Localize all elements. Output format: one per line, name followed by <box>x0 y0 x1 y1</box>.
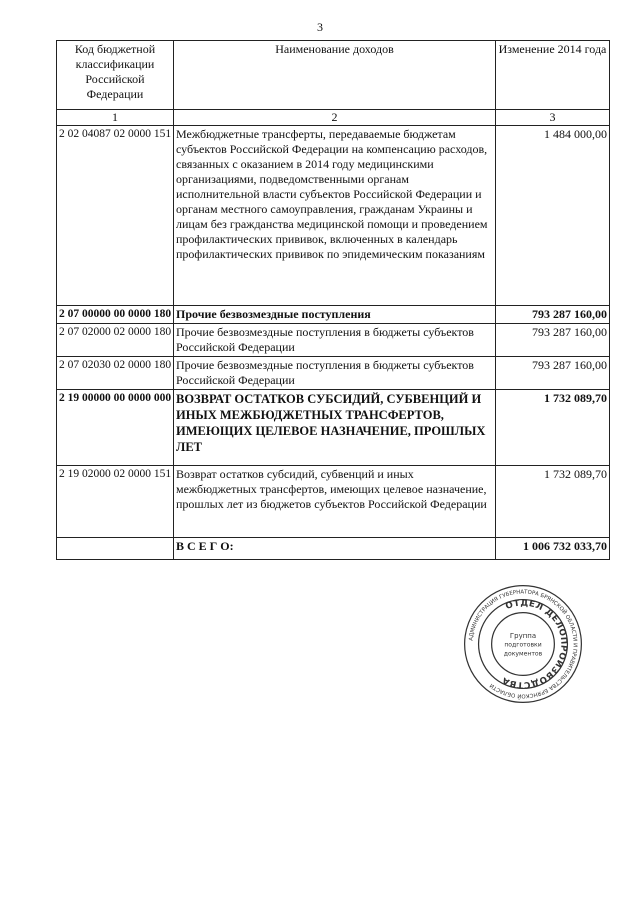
total-label: В С Е Г О: <box>174 538 496 560</box>
stamp-center-line3: документов <box>503 650 543 658</box>
row-amount: 1 484 000,00 <box>496 126 610 306</box>
row-amount: 793 287 160,00 <box>496 306 610 324</box>
row-code: 2 02 04087 02 0000 151 <box>57 126 174 306</box>
revenue-table <box>56 40 610 560</box>
row-name: Межбюджетные трансферты, передаваемые бюджетам субъектов Российской Федерации на компенсацию расходов, связанных с оказанием в 2014 году медицинскими организациями, подведомственными органам исполнительной власти субъектов Российской Федерации и органам местного самоуправления, гражданам Украины и лицам без гражданства медицинской помощи и проведением профилактических прививок, включенных в календарь профилактических прививок по эпидемическим показаниям <box>174 126 496 306</box>
stamp-middle-text: ОТДЕЛ ДЕЛОПРОИЗВОДСТВА <box>500 598 569 690</box>
row-amount: 793 287 160,00 <box>496 357 610 390</box>
table-row <box>57 126 610 306</box>
total-row <box>57 538 610 560</box>
stamp-center-line2: подготовки <box>504 641 542 649</box>
column-number: 3 <box>496 110 610 126</box>
row-code: 2 07 02000 02 0000 180 <box>57 324 174 357</box>
row-code: 2 07 02030 02 0000 180 <box>57 357 174 390</box>
row-name: Прочие безвозмездные поступления <box>174 306 496 324</box>
row-code: 2 19 00000 00 0000 000 <box>57 390 174 466</box>
table-row <box>57 357 610 390</box>
row-name: Возврат остатков субсидий, субвенций и иных межбюджетных трансфертов, имеющих целевое назначение, прошлых лет из бюджетов субъектов Российской Федерации <box>174 466 496 538</box>
row-amount: 1 732 089,70 <box>496 390 610 466</box>
header-row <box>57 41 610 110</box>
column-number: 2 <box>174 110 496 126</box>
row-code: 2 19 02000 02 0000 151 <box>57 466 174 538</box>
row-amount: 1 732 089,70 <box>496 466 610 538</box>
table-row <box>57 324 610 357</box>
column-number: 1 <box>57 110 174 126</box>
row-name: ВОЗВРАТ ОСТАТКОВ СУБСИДИЙ, СУБВЕНЦИЙ И ИНЫХ МЕЖБЮДЖЕТНЫХ ТРАНСФЕРТОВ, ИМЕЮЩИХ ЦЕЛЕВОЕ НАЗНАЧЕНИЕ, ПРОШЛЫХ ЛЕТ <box>174 390 496 466</box>
row-name: Прочие безвозмездные поступления в бюджеты субъектов Российской Федерации <box>174 357 496 390</box>
header-change: Изменение 2014 года <box>496 41 610 110</box>
page-number: 3 <box>317 20 323 34</box>
row-amount: 793 287 160,00 <box>496 324 610 357</box>
table-row <box>57 390 610 466</box>
column-number-row <box>57 110 610 126</box>
office-stamp <box>462 583 584 705</box>
table-row <box>57 306 610 324</box>
table-row <box>57 466 610 538</box>
total-amount: 1 006 732 033,70 <box>496 538 610 560</box>
total-empty-cell <box>57 538 174 560</box>
row-name: Прочие безвозмездные поступления в бюджеты субъектов Российской Федерации <box>174 324 496 357</box>
stamp-center-line1: Группа <box>509 631 537 640</box>
row-code: 2 07 00000 00 0000 180 <box>57 306 174 324</box>
header-code: Код бюджетной классификации Российской Федерации <box>57 41 174 110</box>
stamp-outer-text: АДМИНИСТРАЦИЯ ГУБЕРНАТОРА БРЯНСКОЙ ОБЛАСТИ И ПРАВИТЕЛЬСТВА БРЯНСКОЙ ОБЛАСТИ <box>468 589 578 699</box>
header-name: Наименование доходов <box>174 41 496 110</box>
